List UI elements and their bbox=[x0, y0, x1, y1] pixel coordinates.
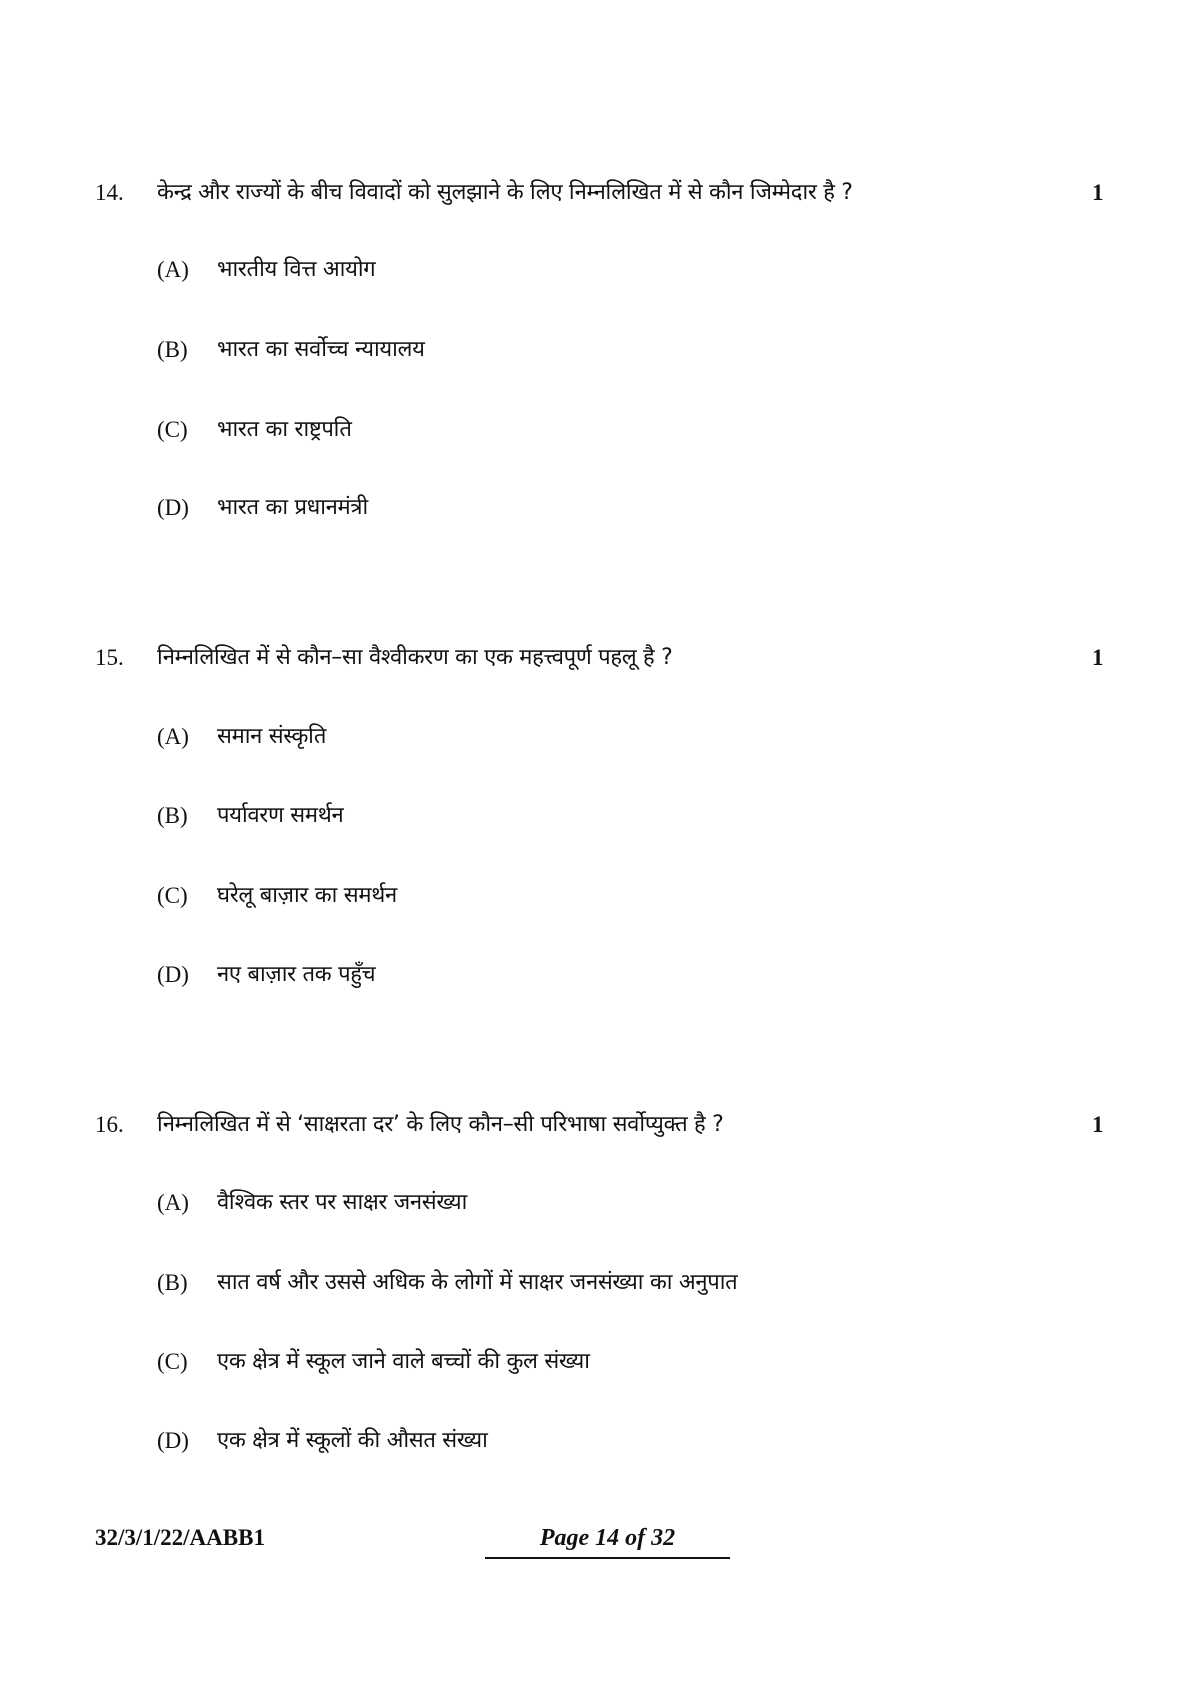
option-letter: (C) bbox=[157, 883, 188, 908]
option-text: भारत का प्रधानमंत्री bbox=[217, 495, 368, 520]
option-16-d bbox=[0, 1424, 1190, 1458]
option-16-a bbox=[0, 1186, 1190, 1220]
option-letter: (B) bbox=[157, 1270, 188, 1295]
option-14-b bbox=[0, 333, 1190, 367]
option-15-d bbox=[0, 958, 1190, 992]
option-letter: (D) bbox=[157, 1428, 189, 1453]
page-number-underline bbox=[485, 1557, 730, 1559]
option-text: पर्यावरण समर्थन bbox=[217, 803, 344, 828]
option-letter: (B) bbox=[157, 337, 188, 362]
question-15 bbox=[0, 641, 1190, 675]
option-15-a bbox=[0, 720, 1190, 754]
option-text: एक क्षेत्र में स्कूल जाने वाले बच्चों की कुल संख्या bbox=[217, 1349, 590, 1374]
option-15-b bbox=[0, 799, 1190, 833]
paper-code: 32/3/1/22/AABB1 bbox=[95, 1525, 265, 1550]
option-letter: (C) bbox=[157, 1349, 188, 1374]
question-text: निम्नलिखित में से कौन–सा वैश्वीकरण का एक महत्त्वपूर्ण पहलू है ? bbox=[157, 645, 673, 670]
question-14 bbox=[0, 176, 1190, 210]
option-16-c bbox=[0, 1345, 1190, 1379]
option-letter: (A) bbox=[157, 1190, 189, 1215]
question-marks: 1 bbox=[1092, 645, 1104, 670]
option-text: सात वर्ष और उससे अधिक के लोगों में साक्षर जनसंख्या का अनुपात bbox=[217, 1270, 738, 1295]
question-marks: 1 bbox=[1092, 1112, 1104, 1137]
option-15-c bbox=[0, 879, 1190, 913]
option-letter: (A) bbox=[157, 257, 189, 282]
option-text: घरेलू बाज़ार का समर्थन bbox=[217, 883, 397, 908]
option-14-d bbox=[0, 491, 1190, 525]
option-text: भारतीय वित्त आयोग bbox=[217, 257, 376, 282]
option-14-a bbox=[0, 253, 1190, 287]
option-16-b bbox=[0, 1266, 1190, 1300]
option-text: भारत का राष्ट्रपति bbox=[217, 417, 352, 442]
question-number: 15. bbox=[95, 645, 124, 670]
question-marks: 1 bbox=[1092, 180, 1104, 205]
option-text: समान संस्कृति bbox=[217, 724, 327, 749]
option-letter: (D) bbox=[157, 962, 189, 987]
option-text: वैश्विक स्तर पर साक्षर जनसंख्या bbox=[217, 1190, 468, 1215]
option-letter: (C) bbox=[157, 417, 188, 442]
question-number: 14. bbox=[95, 180, 124, 205]
question-number: 16. bbox=[95, 1112, 124, 1137]
option-text: भारत का सर्वोच्च न्यायालय bbox=[217, 337, 425, 362]
question-16 bbox=[0, 1108, 1190, 1142]
option-letter: (B) bbox=[157, 803, 188, 828]
option-letter: (D) bbox=[157, 495, 189, 520]
question-text: निम्नलिखित में से ‘साक्षरता दर’ के लिए कौन–सी परिभाषा सर्वोप्युक्त है ? bbox=[157, 1112, 724, 1137]
option-text: नए बाज़ार तक पहुँच bbox=[217, 962, 376, 987]
question-text: केन्द्र और राज्यों के बीच विवादों को सुलझाने के लिए निम्नलिखित में से कौन जिम्मेदार है ? bbox=[157, 180, 853, 205]
option-text: एक क्षेत्र में स्कूलों की औसत संख्या bbox=[217, 1428, 488, 1453]
option-14-c bbox=[0, 413, 1190, 447]
page-number: Page 14 of 32 bbox=[539, 1525, 676, 1551]
option-letter: (A) bbox=[157, 724, 189, 749]
